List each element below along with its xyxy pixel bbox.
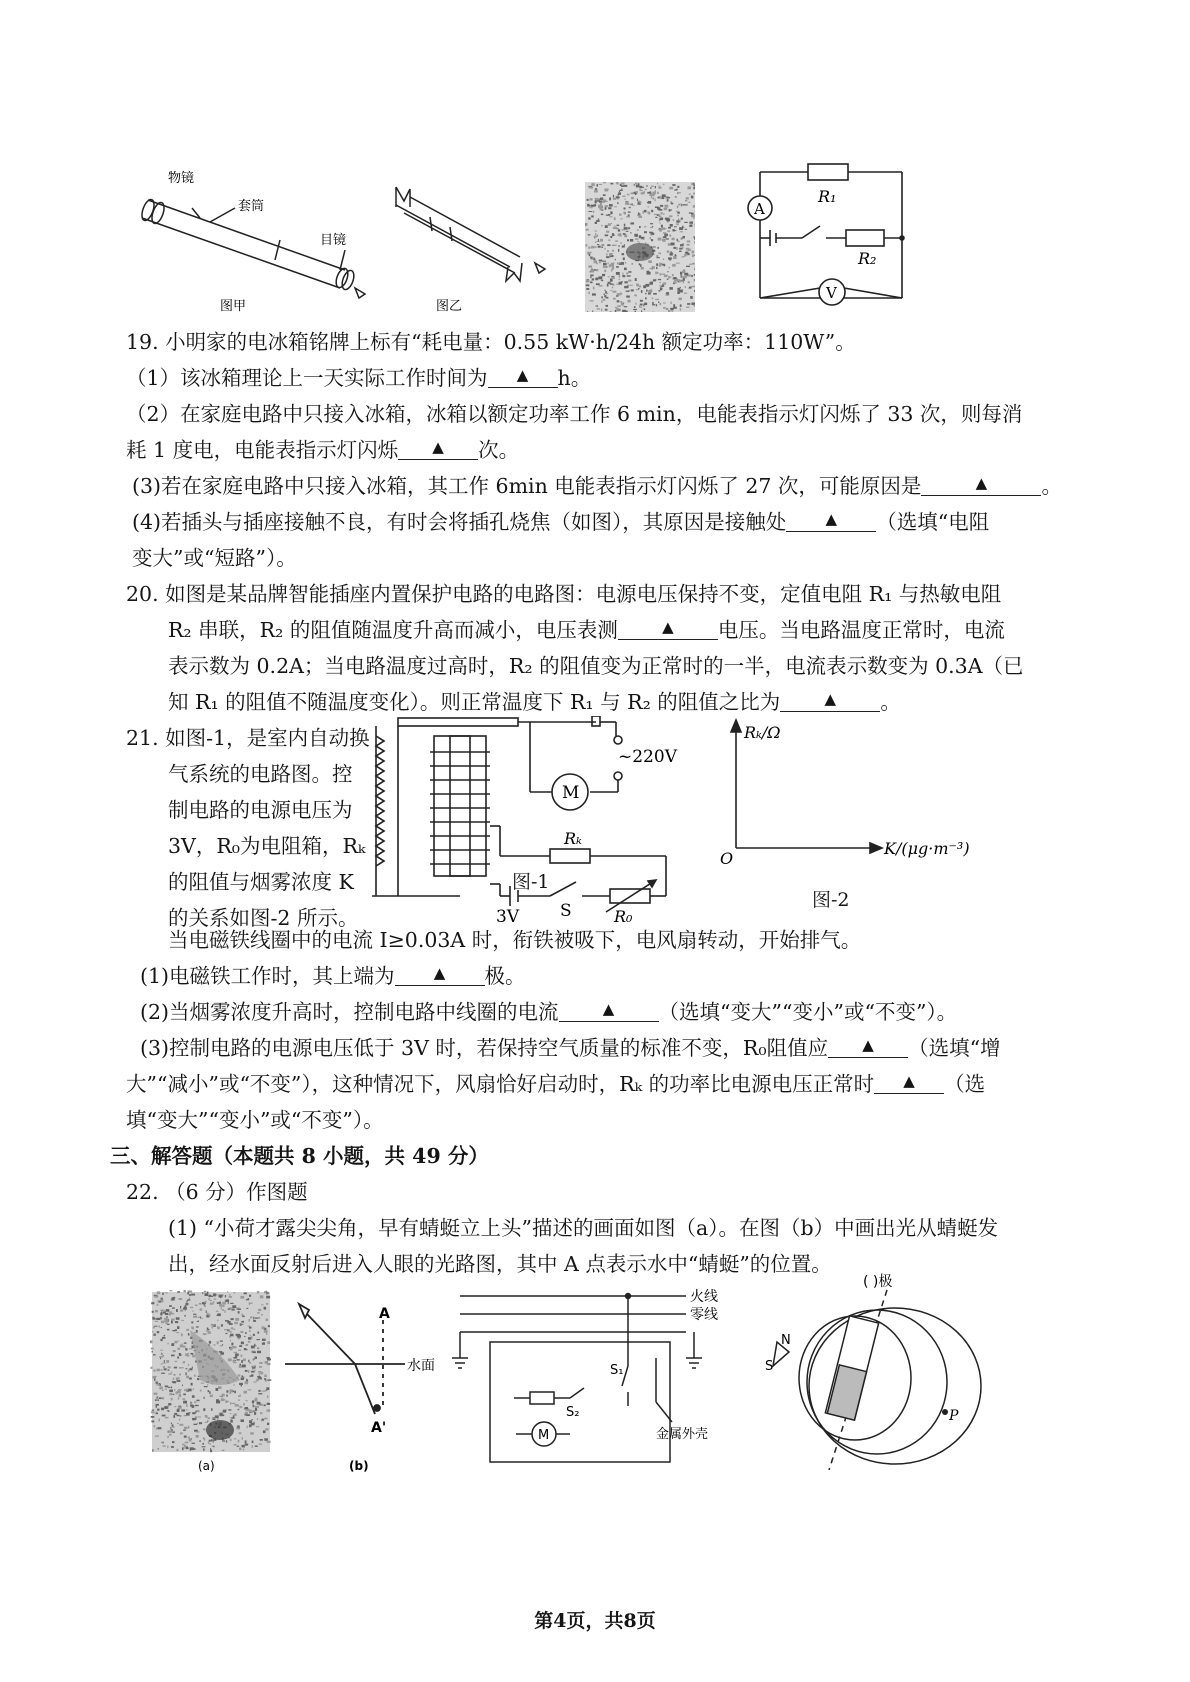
q21-part1: (1)电磁铁工作时，其上端为 ▲ 极。 bbox=[140, 964, 526, 988]
magnet-field-figure bbox=[755, 1270, 985, 1470]
answer-blank-q21-2[interactable]: ▲ bbox=[559, 999, 659, 1022]
label-R2: R₂ bbox=[858, 249, 877, 268]
point-A-image: A' bbox=[371, 1420, 387, 1436]
answer-blank-q19-1[interactable]: ▲ bbox=[488, 365, 558, 388]
q19-stem: 19. 小明家的电冰箱铭牌上标有“耗电量：0.55 kW·h/24h 额定功率：110W”。 bbox=[126, 330, 856, 354]
fig1-r0-label: R₀ bbox=[614, 907, 633, 926]
dragonfly-lotus-photo-a bbox=[150, 1290, 275, 1475]
q22-part1-line2: 出，经水面反射后进入人眼的光路图，其中 A 点表示水中“蜻蜓”的位置。 bbox=[168, 1252, 832, 1276]
q19-part4-line2: 变大”或“短路”）。 bbox=[132, 546, 297, 570]
label-eyepiece: 目镜 bbox=[320, 233, 347, 248]
label-objective: 物镜 bbox=[168, 171, 195, 186]
answer-blank-q21-3[interactable]: ▲ bbox=[828, 1035, 908, 1058]
series-circuit-figure bbox=[740, 160, 920, 310]
fig1-rk-label: Rₖ bbox=[564, 829, 582, 848]
q21-left-line-2: 气系统的电路图。控 bbox=[168, 762, 353, 786]
caption-jia: 图甲 bbox=[220, 299, 247, 314]
q21-left-line-4: 3V，R₀为电阻箱，Rₖ bbox=[168, 834, 366, 858]
reflection-diagram-b bbox=[285, 1290, 455, 1475]
fig1-caption: 图-1 bbox=[512, 871, 550, 893]
fig2-caption: 图-2 bbox=[812, 889, 850, 911]
fig1-3v-label: 3V bbox=[496, 907, 520, 926]
telescope-figure-jia bbox=[140, 170, 380, 320]
label-R1: R₁ bbox=[818, 187, 837, 206]
label-tube: 套筒 bbox=[238, 199, 265, 214]
answer-blank-q21-1[interactable]: ▲ bbox=[395, 963, 485, 986]
answer-blank-q19-2[interactable]: ▲ bbox=[398, 437, 478, 460]
rk-vs-k-axes-fig2 bbox=[718, 716, 988, 866]
voltmeter-symbol: V bbox=[826, 284, 837, 302]
q19-part2-line1: （2）在家庭电路中只接入冰箱，冰箱以额定功率工作 6 min，电能表指示灯闪烁了 33 次，则每消 bbox=[126, 402, 1023, 426]
q20-line1: 20. 如图是某品牌智能插座内置保护电路的电路图：电源电压保持不变，定值电阻 R₁ 与热敏电阻 bbox=[126, 582, 1002, 606]
point-P-label: P bbox=[949, 1408, 959, 1424]
water-surface-label: 水面 bbox=[407, 1358, 435, 1374]
q21-left-line-3: 制电路的电源电压为 bbox=[168, 798, 353, 822]
ammeter-symbol: A bbox=[754, 200, 765, 218]
fig1-switch-label: S bbox=[560, 901, 572, 921]
q19-part4-line1: (4)若插头与插座接触不良，有时会将插孔烧焦（如图），其原因是接触处 ▲ （选填“电阻 bbox=[132, 510, 990, 534]
q21-condition: 当电磁铁线圈中的电流 I≥0.03A 时，衔铁被吸下，电风扇转动，开始排气。 bbox=[168, 928, 862, 952]
motor-symbol: M bbox=[538, 1428, 550, 1443]
answer-blank-q20-2[interactable]: ▲ bbox=[780, 689, 880, 712]
caption-a: (a) bbox=[198, 1459, 215, 1473]
q22-title: 22. （6 分）作图题 bbox=[126, 1180, 308, 1204]
q21-part3-line3: 填“变大”“变小”或“不变”）。 bbox=[126, 1108, 384, 1132]
section-3-heading: 三、解答题（本题共 8 小题，共 49 分） bbox=[110, 1144, 489, 1168]
q19-part3: (3)若在家庭电路中只接入冰箱，其工作 6min 电能表指示灯闪烁了 27 次，可能原因是 ▲ 。 bbox=[132, 474, 1062, 498]
q21-left-line-1: 21. 如图-1，是室内自动换 bbox=[126, 726, 370, 750]
fig1-220v-label: ~220V bbox=[618, 747, 677, 767]
q21-part2: (2)当烟雾浓度升高时，控制电路中线圈的电流 ▲ （选填“变大”“变小”或“不变”）。 bbox=[140, 1000, 958, 1024]
caption-yi: 图乙 bbox=[436, 299, 463, 314]
fig1-motor-symbol: M bbox=[562, 783, 580, 803]
periscope-figure-yi bbox=[390, 175, 560, 320]
q22-part1-line1: (1) “小荷才露尖尖角，早有蜻蜓立上头”描述的画面如图（a）。在图（b）中画出光从蜻蜓发 bbox=[168, 1216, 999, 1240]
neutral-wire-label: 零线 bbox=[690, 1307, 718, 1323]
q21-part3-line2: 大”“减小”或“不变”），这种情况下，风扇恰好启动时，Rₖ 的功率比电源电压正常时 ▲ （选 bbox=[126, 1072, 986, 1096]
answer-blank-q19-4[interactable]: ▲ bbox=[786, 509, 876, 532]
fig2-origin-label: O bbox=[720, 849, 734, 866]
q20-line2: R₂ 串联，R₂ 的阻值随温度升高而减小，电压表测 ▲ 电压。当电路温度正常时，电流 bbox=[168, 618, 1005, 642]
live-wire-label: 火线 bbox=[690, 1289, 718, 1305]
q21-left-line-5: 的阻值与烟雾浓度 K bbox=[168, 870, 354, 894]
caption-b: (b) bbox=[349, 1459, 369, 1473]
metal-shell-label: 金属外壳 bbox=[656, 1427, 709, 1442]
page-footer: 第4页，共8页 bbox=[534, 1610, 656, 1632]
answer-blank-q19-3[interactable]: ▲ bbox=[921, 473, 1041, 496]
fig2-y-axis-label: Rₖ/Ω bbox=[744, 723, 781, 742]
q19-part1: （1）该冰箱理论上一天实际工作时间为 ▲ h。 bbox=[126, 366, 592, 390]
q21-left-line-6: 的关系如图-2 所示。 bbox=[168, 906, 359, 930]
point-A: A bbox=[379, 1306, 390, 1322]
fig2-x-axis-label: K/(μg·m⁻³) bbox=[884, 839, 970, 858]
q19-part2-line2: 耗 1 度电，电能表指示灯闪烁 ▲ 次。 bbox=[126, 438, 520, 462]
q21-part3-line1: (3)控制电路的电源电压低于 3V 时，若保持空气质量的标准不变，R₀阻值应 ▲ （选填“增 bbox=[140, 1036, 1001, 1060]
answer-blank-q21-4[interactable]: ▲ bbox=[874, 1071, 944, 1094]
compass-N-label: N bbox=[781, 1333, 791, 1348]
q20-line4: 知 R₁ 的阻值不随温度变化）。则正常温度下 R₁ 与 R₂ 的阻值之比为 ▲ 。 bbox=[168, 690, 901, 714]
burnt-socket-photo bbox=[585, 182, 695, 312]
switch-s2-label: S₂ bbox=[566, 1405, 580, 1420]
q20-line3: 表示数为 0.2A；当电路温度过高时，R₂ 的阻值变为正常时的一半，电流表示数变为 0.3A（已 bbox=[168, 654, 1024, 678]
household-circuit-figure bbox=[450, 1282, 740, 1467]
pole-label: ( )极 bbox=[863, 1274, 893, 1290]
answer-blank-q20-1[interactable]: ▲ bbox=[618, 617, 718, 640]
compass-S-label: S bbox=[765, 1359, 774, 1374]
switch-s1-label: S₁ bbox=[610, 1363, 624, 1378]
